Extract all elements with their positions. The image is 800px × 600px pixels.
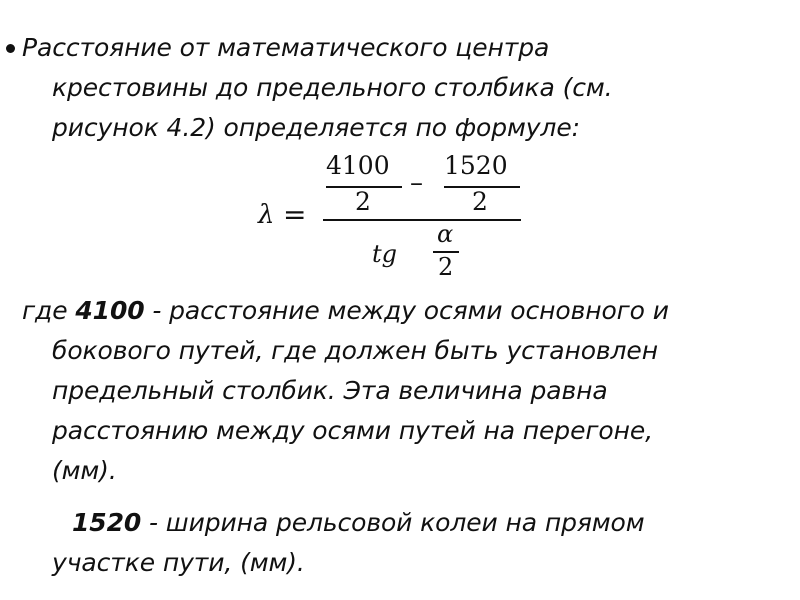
- bullet-icon: [6, 44, 15, 53]
- definition-4100-line-1: [22, 291, 669, 331]
- formula-num1-top: 4100: [326, 151, 390, 180]
- definition-1520-line-1: [72, 503, 645, 543]
- formula-equals: =: [283, 198, 307, 231]
- intro-line-2: крестовины до предельного столбика (см.: [52, 73, 613, 102]
- formula-main-fraction-bar: [323, 219, 521, 221]
- formula-num2-top: 1520: [444, 151, 508, 180]
- definition-1520: [72, 503, 645, 543]
- definition-4100: [22, 291, 669, 331]
- definition-4100-line-1-rest: - расстояние между осями основного и: [144, 296, 669, 325]
- definition-4100-prefix: где: [22, 296, 76, 325]
- definition-1520-line-1-rest: - ширина рельсовой колеи на прямом: [141, 508, 645, 537]
- formula-lambda: λ: [258, 200, 275, 230]
- formula-num1-bottom: 2: [355, 187, 371, 216]
- definition-1520-value: 1520: [72, 508, 142, 537]
- formula-num2-bottom: 2: [472, 187, 488, 216]
- intro-paragraph: [22, 28, 549, 68]
- definition-4100-line-4: расстоянию между осями путей на перегоне,: [52, 416, 653, 445]
- definition-1520-line-2: участке пути, (мм).: [52, 548, 305, 577]
- intro-line-1: Расстояние от математического центра: [22, 33, 550, 62]
- definition-4100-line-3: предельный столбик. Эта величина равна: [52, 376, 608, 405]
- definition-4100-line-5: (мм).: [52, 456, 117, 485]
- definition-1520-cont: [52, 543, 305, 583]
- definition-4100-line-2: бокового путей, где должен быть установлен: [52, 336, 658, 365]
- formula-tg: tg: [372, 240, 398, 268]
- definition-4100-value: 4100: [75, 296, 145, 325]
- definition-4100-cont: [52, 331, 658, 491]
- formula-minus: –: [410, 168, 423, 198]
- intro-line-3: рисунок 4.2) определяется по формуле:: [52, 113, 580, 142]
- formula-alpha-denominator: 2: [438, 253, 454, 281]
- formula-alpha: α: [437, 220, 454, 248]
- intro-paragraph-cont: [52, 68, 613, 148]
